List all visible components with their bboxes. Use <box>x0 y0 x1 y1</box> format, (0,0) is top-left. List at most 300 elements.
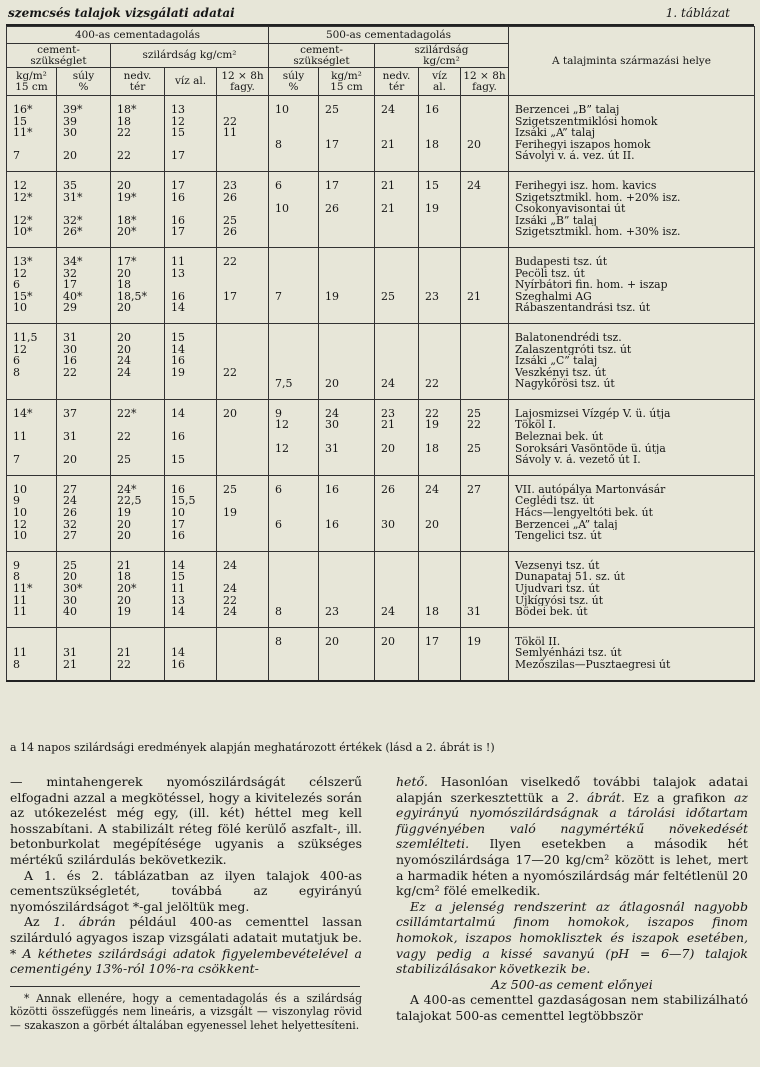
value-cell: 22 <box>217 367 269 379</box>
value-cell: 8 <box>269 627 319 647</box>
value-cell <box>7 443 57 455</box>
value-cell <box>217 279 269 291</box>
header-nedv: nedv. tér <box>111 68 165 96</box>
left-text-column <box>10 774 362 1032</box>
value-cell <box>375 571 419 583</box>
value-cell: 20 <box>111 344 165 356</box>
value-cell <box>111 139 165 151</box>
header-nedv-500: nedv. tér <box>375 68 419 96</box>
table-row <box>7 192 755 204</box>
value-cell: 9 <box>269 399 319 419</box>
value-cell: 30 <box>57 344 111 356</box>
origin-cell: Berzencei „B” talaj <box>509 96 755 116</box>
table-row <box>7 519 755 531</box>
origin-cell: Semlyénházi tsz. út <box>509 647 755 659</box>
table-row <box>7 96 755 116</box>
value-cell <box>319 454 375 475</box>
value-cell <box>319 551 375 571</box>
table-row <box>7 127 755 139</box>
header-500: 500-as cementadagolás <box>269 27 509 44</box>
value-cell: 17 <box>165 171 217 191</box>
value-cell: 22 <box>217 247 269 267</box>
value-cell: 20 <box>461 139 509 151</box>
value-cell: 18 <box>419 443 461 455</box>
right-paragraph-2: Ez a jelenség rendszerint az átlagosnál nagyobb csillámtartalmú finom homokok, iszapos finom homokok, iszapos homoklisztek és iszapok esetében, vagy pedig a kissé savanyú (pH = 6—7) talajok stabilizálásakor következik be. <box>396 898 748 977</box>
value-cell: 18 <box>111 116 165 128</box>
value-cell: 31 <box>461 606 509 627</box>
value-cell: 16 <box>165 355 217 367</box>
value-cell <box>165 419 217 431</box>
table-row <box>7 443 755 455</box>
value-cell: 34* <box>57 247 111 267</box>
value-cell: 20 <box>57 571 111 583</box>
origin-cell: Hács—lengyeltóti bek. út <box>509 507 755 519</box>
value-cell: 17 <box>57 279 111 291</box>
value-cell: 14 <box>165 302 217 323</box>
left-footnote: * Annak ellenére, hogy a cementadagolás és a szilárdság közötti összefüggés nem lineáris, a vizsgált — viszonylag rövid — szakaszon a görbét általában egyenessel lehet helyettesíteni. <box>10 991 362 1032</box>
value-cell <box>375 192 419 204</box>
value-cell: 35 <box>57 171 111 191</box>
value-cell <box>165 627 217 647</box>
soil-data-table <box>6 26 755 682</box>
value-cell <box>57 378 111 399</box>
value-cell: 15 <box>165 571 217 583</box>
value-cell <box>419 355 461 367</box>
value-cell: 11 <box>7 595 57 607</box>
value-cell <box>319 495 375 507</box>
origin-cell: Veszkényi tsz. út <box>509 367 755 379</box>
value-cell <box>319 279 375 291</box>
header-400: 400-as cementadagolás <box>7 27 269 44</box>
value-cell: 10 <box>7 507 57 519</box>
value-cell: 32* <box>57 215 111 227</box>
origin-cell: Ferihegyi iszapos homok <box>509 139 755 151</box>
value-cell: 11* <box>7 127 57 139</box>
header-strength-500: szilárdság kg/cm² <box>375 44 509 68</box>
value-cell <box>461 519 509 531</box>
value-cell <box>269 116 319 128</box>
value-cell: 24 <box>319 399 375 419</box>
table-row <box>7 291 755 303</box>
value-cell <box>419 247 461 267</box>
value-cell: 17 <box>217 291 269 303</box>
right-paragraph-1 <box>396 774 748 899</box>
value-cell: 22 <box>217 116 269 128</box>
value-cell: 11 <box>165 247 217 267</box>
value-cell: 10 <box>7 302 57 323</box>
value-cell: 18 <box>419 606 461 627</box>
value-cell: 23 <box>419 291 461 303</box>
value-cell: 22 <box>111 431 165 443</box>
value-cell <box>375 355 419 367</box>
value-cell: 27 <box>57 530 111 551</box>
value-cell <box>319 226 375 247</box>
value-cell: 13 <box>165 268 217 280</box>
origin-cell: Ceglédi tsz. út <box>509 495 755 507</box>
value-cell <box>375 495 419 507</box>
value-cell <box>319 647 375 659</box>
value-cell: 8 <box>269 139 319 151</box>
value-cell: 19 <box>111 507 165 519</box>
table-footnote: a 14 napos szilárdsági eredmények alapján meghatározott értékek (lásd a 2. ábrát is !) <box>10 741 495 754</box>
value-cell <box>419 454 461 475</box>
value-cell <box>461 583 509 595</box>
value-cell <box>461 344 509 356</box>
value-cell <box>375 659 419 681</box>
origin-cell: Zalaszentgróti tsz. út <box>509 344 755 356</box>
header-suly: súly % <box>57 68 111 96</box>
value-cell <box>419 268 461 280</box>
right-text-column <box>396 774 748 1024</box>
origin-cell: Szeghalmi ÁG <box>509 291 755 303</box>
table-row <box>7 279 755 291</box>
value-cell <box>217 203 269 215</box>
origin-cell: Sávolyi v. á. vez. út II. <box>509 150 755 171</box>
table-row <box>7 495 755 507</box>
value-cell: 22,5 <box>111 495 165 507</box>
value-cell: 14 <box>165 647 217 659</box>
value-cell <box>375 583 419 595</box>
value-cell: 12 <box>165 116 217 128</box>
value-cell <box>319 247 375 267</box>
value-cell: 39* <box>57 96 111 116</box>
value-cell <box>461 323 509 343</box>
value-cell <box>111 627 165 647</box>
origin-cell: Szigetsztmikl. hom. +30% isz. <box>509 226 755 247</box>
header-viz: víz al. <box>165 68 217 96</box>
value-cell: 27 <box>461 475 509 495</box>
value-cell <box>111 203 165 215</box>
value-cell: 15 <box>419 171 461 191</box>
value-cell <box>165 203 217 215</box>
value-cell: 24 <box>111 367 165 379</box>
value-cell <box>217 323 269 343</box>
value-cell <box>269 127 319 139</box>
value-cell <box>217 530 269 551</box>
value-cell: 6 <box>7 279 57 291</box>
origin-cell: Dunapataj 51. sz. út <box>509 571 755 583</box>
value-cell: 19 <box>461 627 509 647</box>
value-cell: 26* <box>57 226 111 247</box>
value-cell <box>319 530 375 551</box>
origin-cell: Soroksári Vasöntöde ü. útja <box>509 443 755 455</box>
table-row <box>7 116 755 128</box>
table-row <box>7 399 755 419</box>
value-cell <box>461 96 509 116</box>
value-cell: 20 <box>57 454 111 475</box>
value-cell <box>269 659 319 681</box>
value-cell <box>57 139 111 151</box>
value-cell <box>375 595 419 607</box>
value-cell: 11,5 <box>7 323 57 343</box>
table-row <box>7 419 755 431</box>
table-row <box>7 454 755 475</box>
value-cell: 18* <box>111 215 165 227</box>
value-cell: 24 <box>217 583 269 595</box>
value-cell <box>461 247 509 267</box>
value-cell <box>269 495 319 507</box>
right-p1-a: hető. <box>396 774 428 789</box>
table-row <box>7 355 755 367</box>
value-cell <box>419 595 461 607</box>
value-cell: 20 <box>319 378 375 399</box>
value-cell: 26 <box>217 192 269 204</box>
value-cell <box>375 150 419 171</box>
origin-cell: Izsáki „A” talaj <box>509 127 755 139</box>
value-cell <box>217 519 269 531</box>
value-cell: 10 <box>269 96 319 116</box>
origin-cell: Ferihegyi isz. hom. kavics <box>509 171 755 191</box>
value-cell <box>375 127 419 139</box>
value-cell: 8 <box>269 606 319 627</box>
left-paragraph-1: — mintahengerek nyomószilárdságát célszerű elfogadni azzal a megkötéssel, hogy a kivitelezés során az utókezelést még egy, (ill. két) héttel meg kell hosszabítani. A stabilizált réteg fölé kerülő aszfalt-, ill. betonburkolat megépítésége ugyanis a szükséges mértékű szilárdulás bekövetkezik. <box>10 774 362 867</box>
value-cell: 31* <box>57 192 111 204</box>
value-cell <box>217 150 269 171</box>
value-cell: 19* <box>111 192 165 204</box>
value-cell <box>319 302 375 323</box>
value-cell <box>461 150 509 171</box>
value-cell <box>319 344 375 356</box>
value-cell: 14 <box>165 606 217 627</box>
value-cell: 16* <box>7 96 57 116</box>
origin-cell: VII. autópálya Martonvásár <box>509 475 755 495</box>
value-cell <box>461 595 509 607</box>
value-cell: 22 <box>419 378 461 399</box>
value-cell <box>217 268 269 280</box>
origin-cell: Lajosmizsei Vízgép V. ü. útja <box>509 399 755 419</box>
value-cell: 18* <box>111 96 165 116</box>
table-row <box>7 367 755 379</box>
value-cell: 16 <box>319 519 375 531</box>
value-cell <box>319 150 375 171</box>
value-cell <box>217 344 269 356</box>
table-row <box>7 551 755 571</box>
value-cell <box>319 583 375 595</box>
value-cell <box>461 268 509 280</box>
value-cell: 22 <box>217 595 269 607</box>
value-cell: 20 <box>111 530 165 551</box>
value-cell <box>419 215 461 227</box>
value-cell: 11 <box>7 431 57 443</box>
value-cell <box>419 530 461 551</box>
origin-cell: Szigetszentmiklósi homok <box>509 116 755 128</box>
header-kgm2: kg/m² 15 cm <box>7 68 57 96</box>
table-row <box>7 431 755 443</box>
value-cell: 20 <box>375 443 419 455</box>
value-cell <box>419 495 461 507</box>
value-cell: 7 <box>7 454 57 475</box>
value-cell: 10 <box>269 203 319 215</box>
value-cell <box>319 355 375 367</box>
value-cell: 32 <box>57 519 111 531</box>
value-cell <box>57 203 111 215</box>
value-cell <box>217 571 269 583</box>
header-fagy-500: 12 × 8h fagy. <box>461 68 509 96</box>
value-cell <box>165 279 217 291</box>
value-cell: 12 <box>269 443 319 455</box>
value-cell <box>269 226 319 247</box>
value-cell: 6 <box>269 519 319 531</box>
value-cell <box>461 215 509 227</box>
value-cell: 18 <box>419 139 461 151</box>
value-cell <box>7 378 57 399</box>
value-cell: 12 <box>7 171 57 191</box>
value-cell: 11 <box>7 647 57 659</box>
table-number: 1. táblázat <box>665 6 730 20</box>
left-paragraph-3 <box>10 914 362 976</box>
value-cell: 15 <box>7 116 57 128</box>
value-cell: 40 <box>57 606 111 627</box>
value-cell: 14 <box>165 344 217 356</box>
section-subheading: Az 500-as cement előnyei <box>491 976 653 992</box>
value-cell: 24 <box>419 475 461 495</box>
value-cell: 39 <box>57 116 111 128</box>
origin-cell: Nagykőrösi tsz. út <box>509 378 755 399</box>
value-cell <box>269 192 319 204</box>
value-cell <box>419 192 461 204</box>
value-cell: 23 <box>375 399 419 419</box>
value-cell: 16 <box>165 530 217 551</box>
value-cell <box>7 419 57 431</box>
value-cell: 15 <box>165 323 217 343</box>
value-cell: 8 <box>7 367 57 379</box>
value-cell <box>7 139 57 151</box>
value-cell: 16 <box>165 192 217 204</box>
value-cell: 10 <box>7 530 57 551</box>
value-cell <box>217 647 269 659</box>
value-cell: 20 <box>111 323 165 343</box>
value-cell: 31 <box>319 443 375 455</box>
value-cell <box>217 302 269 323</box>
value-cell <box>269 583 319 595</box>
value-cell: 21 <box>375 139 419 151</box>
table-row <box>7 659 755 681</box>
right-p1-b: Hasonlóan viselkedő további talajok adatai alapján szerkesztettük a <box>396 774 748 805</box>
value-cell <box>111 443 165 455</box>
value-cell <box>217 96 269 116</box>
origin-cell: Berzencei „A” talaj <box>509 519 755 531</box>
value-cell: 11 <box>165 583 217 595</box>
value-cell: 12 <box>7 268 57 280</box>
value-cell <box>375 323 419 343</box>
value-cell <box>375 454 419 475</box>
value-cell <box>165 443 217 455</box>
value-cell <box>375 302 419 323</box>
value-cell: 21 <box>111 647 165 659</box>
value-cell: 20 <box>111 302 165 323</box>
value-cell: 12 <box>269 419 319 431</box>
value-cell: 24 <box>217 606 269 627</box>
value-cell: 13 <box>165 96 217 116</box>
value-cell <box>461 116 509 128</box>
value-cell: 7,5 <box>269 378 319 399</box>
value-cell <box>319 659 375 681</box>
value-cell: 22 <box>419 399 461 419</box>
value-cell: 12* <box>7 192 57 204</box>
origin-cell: Sávoly v. á. vezető út I. <box>509 454 755 475</box>
value-cell <box>269 507 319 519</box>
value-cell: 15 <box>165 454 217 475</box>
value-cell <box>111 419 165 431</box>
table-row <box>7 647 755 659</box>
value-cell <box>111 378 165 399</box>
value-cell <box>419 583 461 595</box>
value-cell: 31 <box>57 431 111 443</box>
value-cell: 20 <box>217 399 269 419</box>
value-cell: 22 <box>111 127 165 139</box>
value-cell <box>461 647 509 659</box>
value-cell: 18 <box>111 279 165 291</box>
header-suly-500: súly % <box>269 68 319 96</box>
value-cell <box>419 367 461 379</box>
value-cell: 22 <box>111 659 165 681</box>
footnote-rule <box>10 986 360 987</box>
value-cell <box>375 247 419 267</box>
value-cell <box>375 530 419 551</box>
value-cell <box>461 279 509 291</box>
right-p1-c: 2. ábrát. <box>566 789 625 805</box>
right-p1-f: Ilyen esetekben a második hét nyomószilárdsága 17—20 kg/cm² között is lehet, mert a harmadik héten a nyomószilárdság már feltétlenül 20 kg/cm² fölé emelkedik. <box>396 836 748 899</box>
value-cell: 12 <box>7 344 57 356</box>
value-cell <box>419 551 461 571</box>
value-cell <box>269 215 319 227</box>
value-cell <box>419 226 461 247</box>
value-cell <box>269 530 319 551</box>
table-row <box>7 583 755 595</box>
value-cell: 7 <box>269 291 319 303</box>
value-cell: 26 <box>375 475 419 495</box>
origin-cell: Tököl II. <box>509 627 755 647</box>
value-cell: 21 <box>111 551 165 571</box>
value-cell <box>165 378 217 399</box>
value-cell <box>319 192 375 204</box>
value-cell <box>319 215 375 227</box>
table-row <box>7 150 755 171</box>
value-cell: 16 <box>419 96 461 116</box>
value-cell: 37 <box>57 399 111 419</box>
value-cell: 21 <box>57 659 111 681</box>
value-cell <box>419 150 461 171</box>
value-cell: 15* <box>7 291 57 303</box>
value-cell: 17 <box>165 519 217 531</box>
value-cell <box>375 226 419 247</box>
value-cell: 13* <box>7 247 57 267</box>
value-cell: 20 <box>319 627 375 647</box>
value-cell <box>419 431 461 443</box>
value-cell <box>319 571 375 583</box>
origin-cell: Beleznai bek. út <box>509 431 755 443</box>
value-cell: 21 <box>375 203 419 215</box>
value-cell: 23 <box>217 171 269 191</box>
value-cell: 22 <box>461 419 509 431</box>
value-cell <box>319 268 375 280</box>
value-cell <box>461 203 509 215</box>
value-cell: 16 <box>57 355 111 367</box>
left-p3-fig-ref: 1. ábrán <box>53 914 116 930</box>
value-cell <box>375 344 419 356</box>
value-cell: 31 <box>57 323 111 343</box>
value-cell <box>461 495 509 507</box>
value-cell <box>217 495 269 507</box>
value-cell <box>419 323 461 343</box>
value-cell <box>269 302 319 323</box>
value-cell <box>269 247 319 267</box>
value-cell <box>319 431 375 443</box>
value-cell <box>419 571 461 583</box>
table-row <box>7 571 755 583</box>
value-cell <box>461 507 509 519</box>
origin-cell: Szigetsztmikl. hom. +20% isz. <box>509 192 755 204</box>
